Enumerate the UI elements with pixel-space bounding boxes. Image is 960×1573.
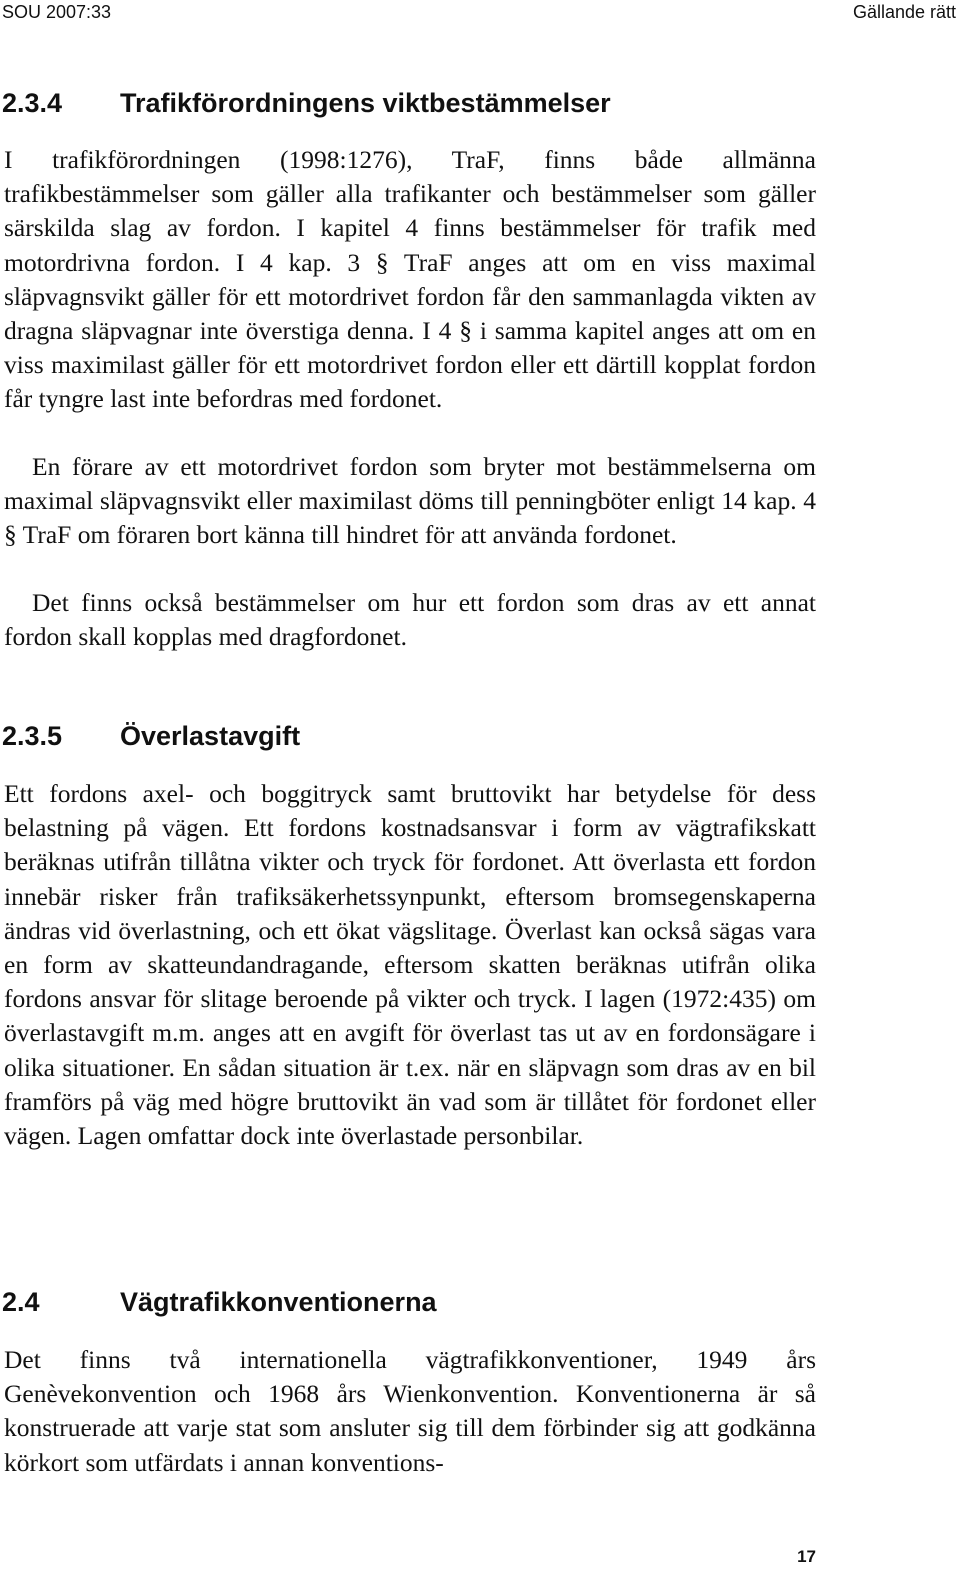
- section-title: Överlastavgift: [120, 721, 301, 751]
- paragraph: Det finns också bestämmelser om hur ett fordon som dras av ett annat fordon skall kopplas med dragfordonet.: [4, 588, 816, 652]
- section-title: Vägtrafikkonventionerna: [120, 1287, 437, 1317]
- paragraph: I trafikförordningen (1998:1276), TraF, finns både allmänna trafikbestämmelser som gäller alla trafikanter och bestämmelser som gäller särskilda slag av fordon. I kapitel 4 finns bestämmelser för trafik med motordrivna fordon. I 4 kap. 3 § TraF anges att om en viss maximal släpvagnsvikt gäller för ett motordrivet fordon får den sammanlagda vikten av dragna släpvagnar inte överstiga denna. I 4 § i samma kapitel anges att om en viss maximilast gäller för ett motordrivet fordon eller ett därtill kopplat fordon får tyngre last inte befordras med fordonet.: [4, 145, 816, 414]
- section-heading-2-3-4: [2, 87, 611, 119]
- section-number: 2.3.5: [2, 721, 63, 751]
- section-heading-2-3-5: [2, 720, 300, 752]
- running-header: [0, 0, 956, 24]
- section-title: Trafikförordningens viktbestämmelser: [120, 88, 611, 118]
- paragraph: Ett fordons axel- och boggitryck samt bruttovikt har betydelse för dess belastning på vägen. Ett fordons kostnadsansvar i form av vägtrafikskatt beräknas utifrån tillåtna vikter och tryck för fordonet. Att överlasta ett fordon innebär risker från trafiksäkerhetssynpunkt, eftersom bromsegenskaperna ändras vid överlastning, och ett ökat vägslitage. Överlast kan också sägas vara en form av skatteundandragande, eftersom skatten beräknas utifrån olika fordons ansvar för slitage beroende på vikter och tryck. I lagen (1972:435) om överlastavgift m.m. anges att en avgift för överlast tas ut av en fordonsägare i olika situationer. En sådan situation är t.ex. när en släpvagn som dras av en bil framförs på väg med högre bruttovikt än vad som är tillåtet för fordonet eller vägen. Lagen omfattar dock inte överlastade personbilar.: [4, 779, 816, 1151]
- chapter-title: Gällande rätt: [852, 2, 956, 22]
- paragraph: En förare av ett motordrivet fordon som bryter mot bestämmelserna om maximal släpvagnsvikt eller maximilast döms till penningböter enligt 14 kap. 4 § TraF om föraren bort känna till hindret för att använda fordonet.: [4, 452, 816, 550]
- paragraph: Det finns två internationella vägtrafikkonventioner, 1949 års Genèvekonvention och 1968 års Wienkonvention. Konventionerna är så konstruerade att varje stat som ansluter sig till dem förbinder sig att godkänna körkort som utfärdats i annan konventions-: [4, 1345, 816, 1477]
- report-reference: SOU 2007:33: [2, 2, 112, 22]
- section-heading-2-4: [2, 1286, 437, 1318]
- page-number: 17: [797, 1547, 816, 1566]
- section-number: 2.4: [2, 1287, 40, 1317]
- section-number: 2.3.4: [2, 88, 63, 118]
